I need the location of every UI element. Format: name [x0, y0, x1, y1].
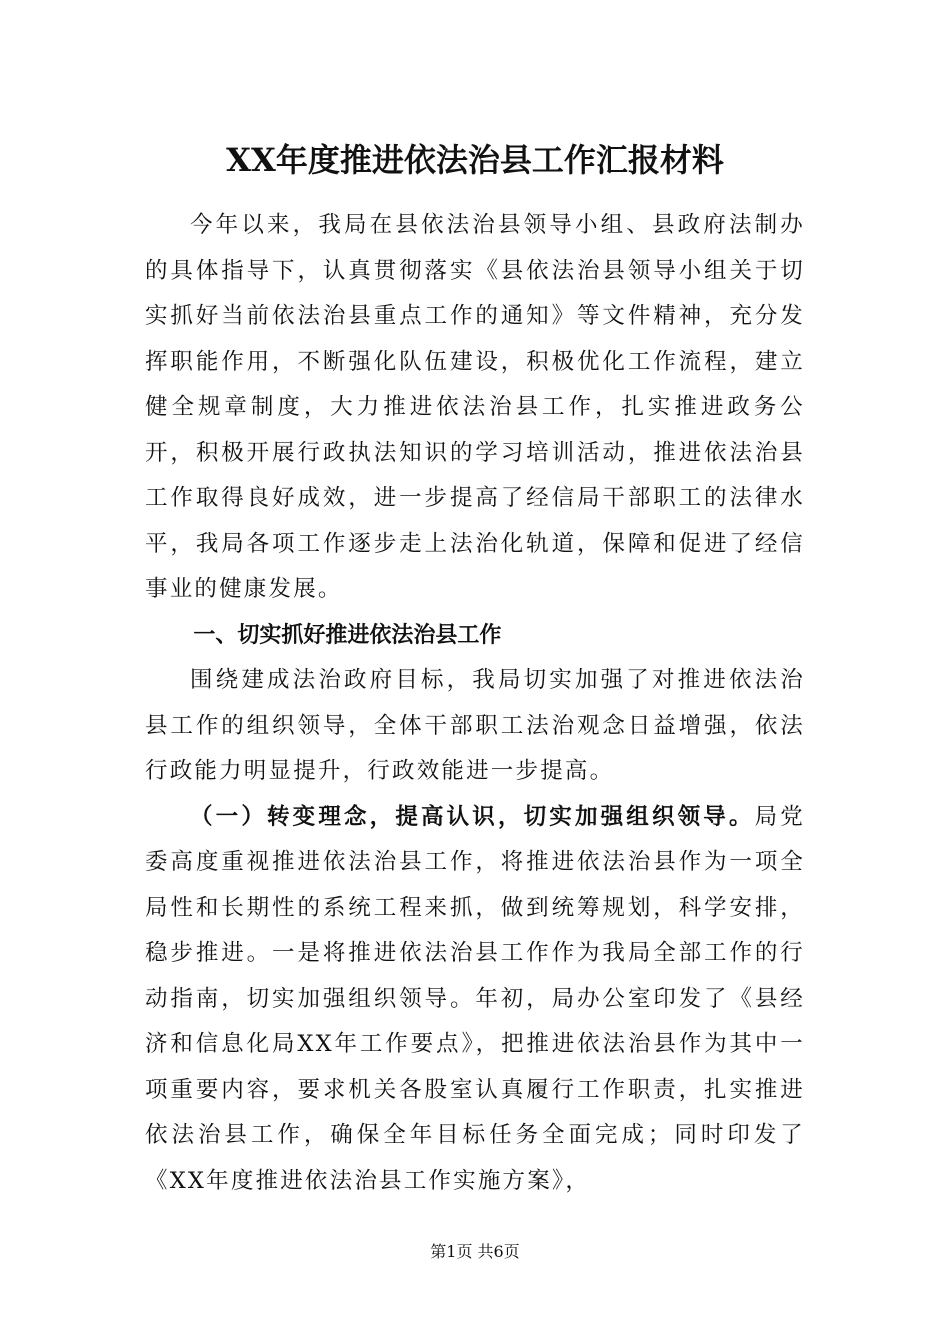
subsection-paragraph — [145, 795, 805, 1205]
document-body — [145, 203, 805, 1204]
section-intro-paragraph: 围绕建成法治政府目标，我局切实加强了对推进依法治县工作的组织领导，全体干部职工法治观念日益增强，依法行政能力明显提升，行政效能进一步提高。 — [145, 667, 805, 784]
page-footer: 第1页 共6页 — [430, 1242, 520, 1261]
document-title: XX年度推进依法治县工作汇报材料 — [226, 141, 724, 179]
subsection-text: 局党委高度重视推进依法治县工作，将推进依法治县作为一项全局性和长期性的系统工程来抓，做到统筹规划，科学安排，稳步推进。一是将推进依法治县工作作为我局全部工作的行动指南，切实加强组织领导。年初，局办公室印发了《县经济和信息化局XX年工作要点》，把推进依法治县作为其中一项重要内容，要求机关各股室认真履行工作职责，扎实推进依法治县工作，确保全年目标任务全面完成；同时印发了《XX年度推进依法治县工作实施方案》， — [145, 803, 805, 1194]
intro-paragraph: 今年以来，我局在县依法治县领导小组、县政府法制办的具体指导下，认真贯彻落实《县依法治县领导小组关于切实抓好当前依法治县重点工作的通知》等文件精神，充分发挥职能作用，不断强化队伍建设，积极优化工作流程，建立健全规章制度，大力推进依法治县工作，扎实推进政务公开，积极开展行政执法知识的学习培训活动，推进依法治县工作取得良好成效，进一步提高了经信局干部职工的法律水平，我局各项工作逐步走上法治化轨道，保障和促进了经信事业的健康发展。 — [145, 212, 805, 602]
subsection-lead: （一）转变理念，提高认识，切实加强组织领导。 — [190, 803, 755, 830]
section-heading: 一、切实抓好推进依法治县工作 — [193, 622, 502, 648]
